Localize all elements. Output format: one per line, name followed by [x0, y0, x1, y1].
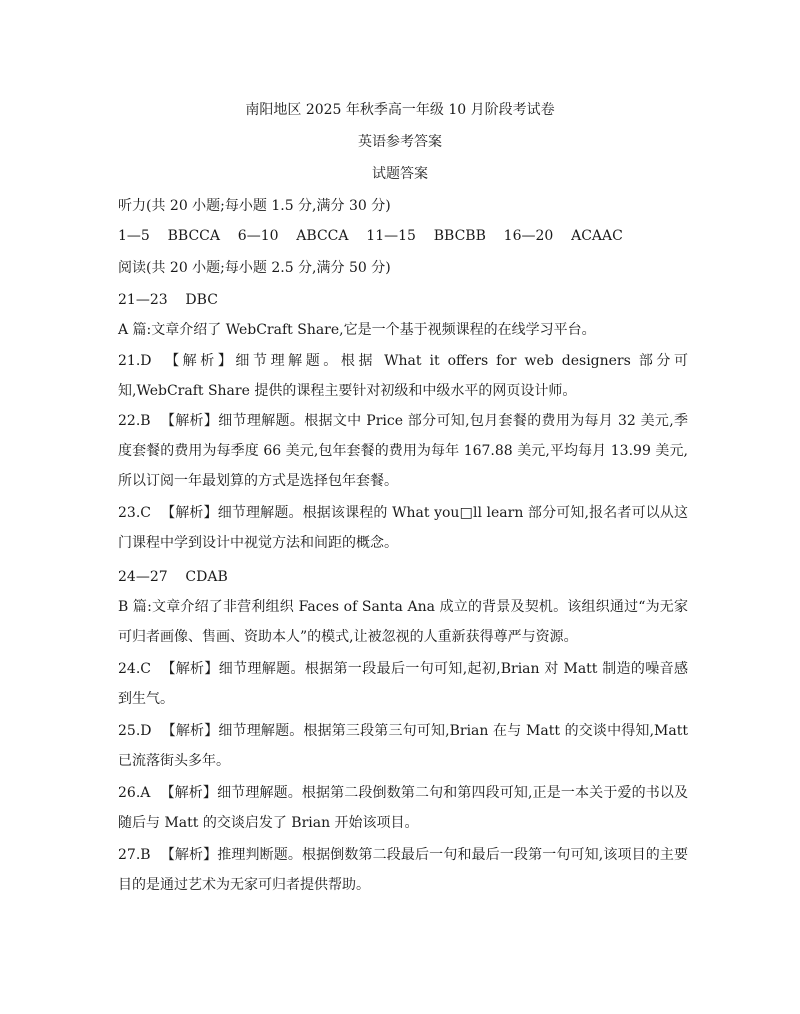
section-heading: 试题答案: [372, 166, 428, 182]
explanation-23: [118, 498, 688, 558]
explanation-text: 推理判断题。根据倒数第二段最后一句和最后一段第一句可知,该项目的主要目的是通过艺术为无家可归者提供帮助。: [118, 847, 688, 893]
analysis-tag: 【解析】: [160, 847, 218, 863]
explanation-26: [118, 778, 688, 838]
group-a-answers: 21—23 DBC: [118, 292, 218, 308]
answer-subtitle: 英语参考答案: [358, 134, 442, 150]
question-number: 26.A: [118, 785, 151, 801]
question-number: 25.D: [118, 723, 152, 739]
listening-answers: 1—5 BBCCA 6—10 ABCCA 11—15 BBCBB 16—20 ACAAC: [118, 228, 623, 244]
question-number: 27.B: [118, 847, 151, 863]
question-number: 24.C: [118, 661, 151, 677]
explanation-text: 细节理解题。根据第二段倒数第二句和第四段可知,正是一本关于爱的书以及随后与 Matt 的交谈启发了 Brian 开始该项目。: [118, 785, 689, 831]
analysis-tag: 【解析】: [161, 353, 236, 369]
analysis-tag: 【解析】: [161, 723, 219, 739]
analysis-tag: 【解析】: [160, 785, 218, 801]
group-b-answers: 24—27 CDAB: [118, 569, 228, 585]
explanation-25: [118, 716, 688, 776]
analysis-tag: 【解析】: [160, 505, 218, 521]
question-number: 22.B: [118, 413, 151, 429]
analysis-tag: 【解析】: [160, 413, 219, 429]
reading-heading: 阅读(共 20 小题;每小题 2.5 分,满分 50 分): [118, 260, 391, 276]
explanation-27: [118, 840, 688, 900]
explanation-text: 细节理解题。根据第一段最后一句可知,起初,Brian 对 Matt 制造的噪音感到生气。: [118, 661, 688, 707]
exam-title: 南阳地区 2025 年秋季高一年级 10 月阶段考试卷: [245, 102, 555, 118]
explanation-text: 细节理解题。根据第三段第三句可知,Brian 在与 Matt 的交谈中得知,Matt 已流落街头多年。: [118, 723, 688, 769]
question-number: 23.C: [118, 505, 151, 521]
question-number: 21.D: [118, 353, 152, 369]
group-a-intro: A 篇:文章介绍了 WebCraft Share,它是一个基于视频课程的在线学习平台。: [118, 322, 596, 338]
explanation-24: [118, 654, 688, 714]
explanation-text: 细节理解题。根据 What it offers for web designers 部分可知,WebCraft Share 提供的课程主要针对初级和中级水平的网页设计师。: [118, 353, 688, 399]
explanation-text: 细节理解题。根据该课程的 What you□ll learn 部分可知,报名者可以从这门课程中学到设计中视觉方法和间距的概念。: [118, 505, 689, 551]
explanation-22: [118, 406, 688, 496]
group-b-intro: B 篇:文章介绍了非营利组织 Faces of Santa Ana 成立的背景及契机。该组织通过“为无家可归者画像、售画、资助本人”的模式,让被忽视的人重新获得尊严与资源。: [118, 599, 688, 645]
explanation-text: 细节理解题。根据文中 Price 部分可知,包月套餐的费用为每月 32 美元,季度套餐的费用为每季度 66 美元,包年套餐的费用为每年 167.88 美元,平均每月 13.99 美元,所以订阅一年最划算的方式是选择包年套餐。: [118, 413, 689, 489]
explanation-21: [118, 346, 688, 406]
analysis-tag: 【解析】: [160, 661, 219, 677]
listening-heading: 听力(共 20 小题;每小题 1.5 分,满分 30 分): [118, 198, 391, 214]
